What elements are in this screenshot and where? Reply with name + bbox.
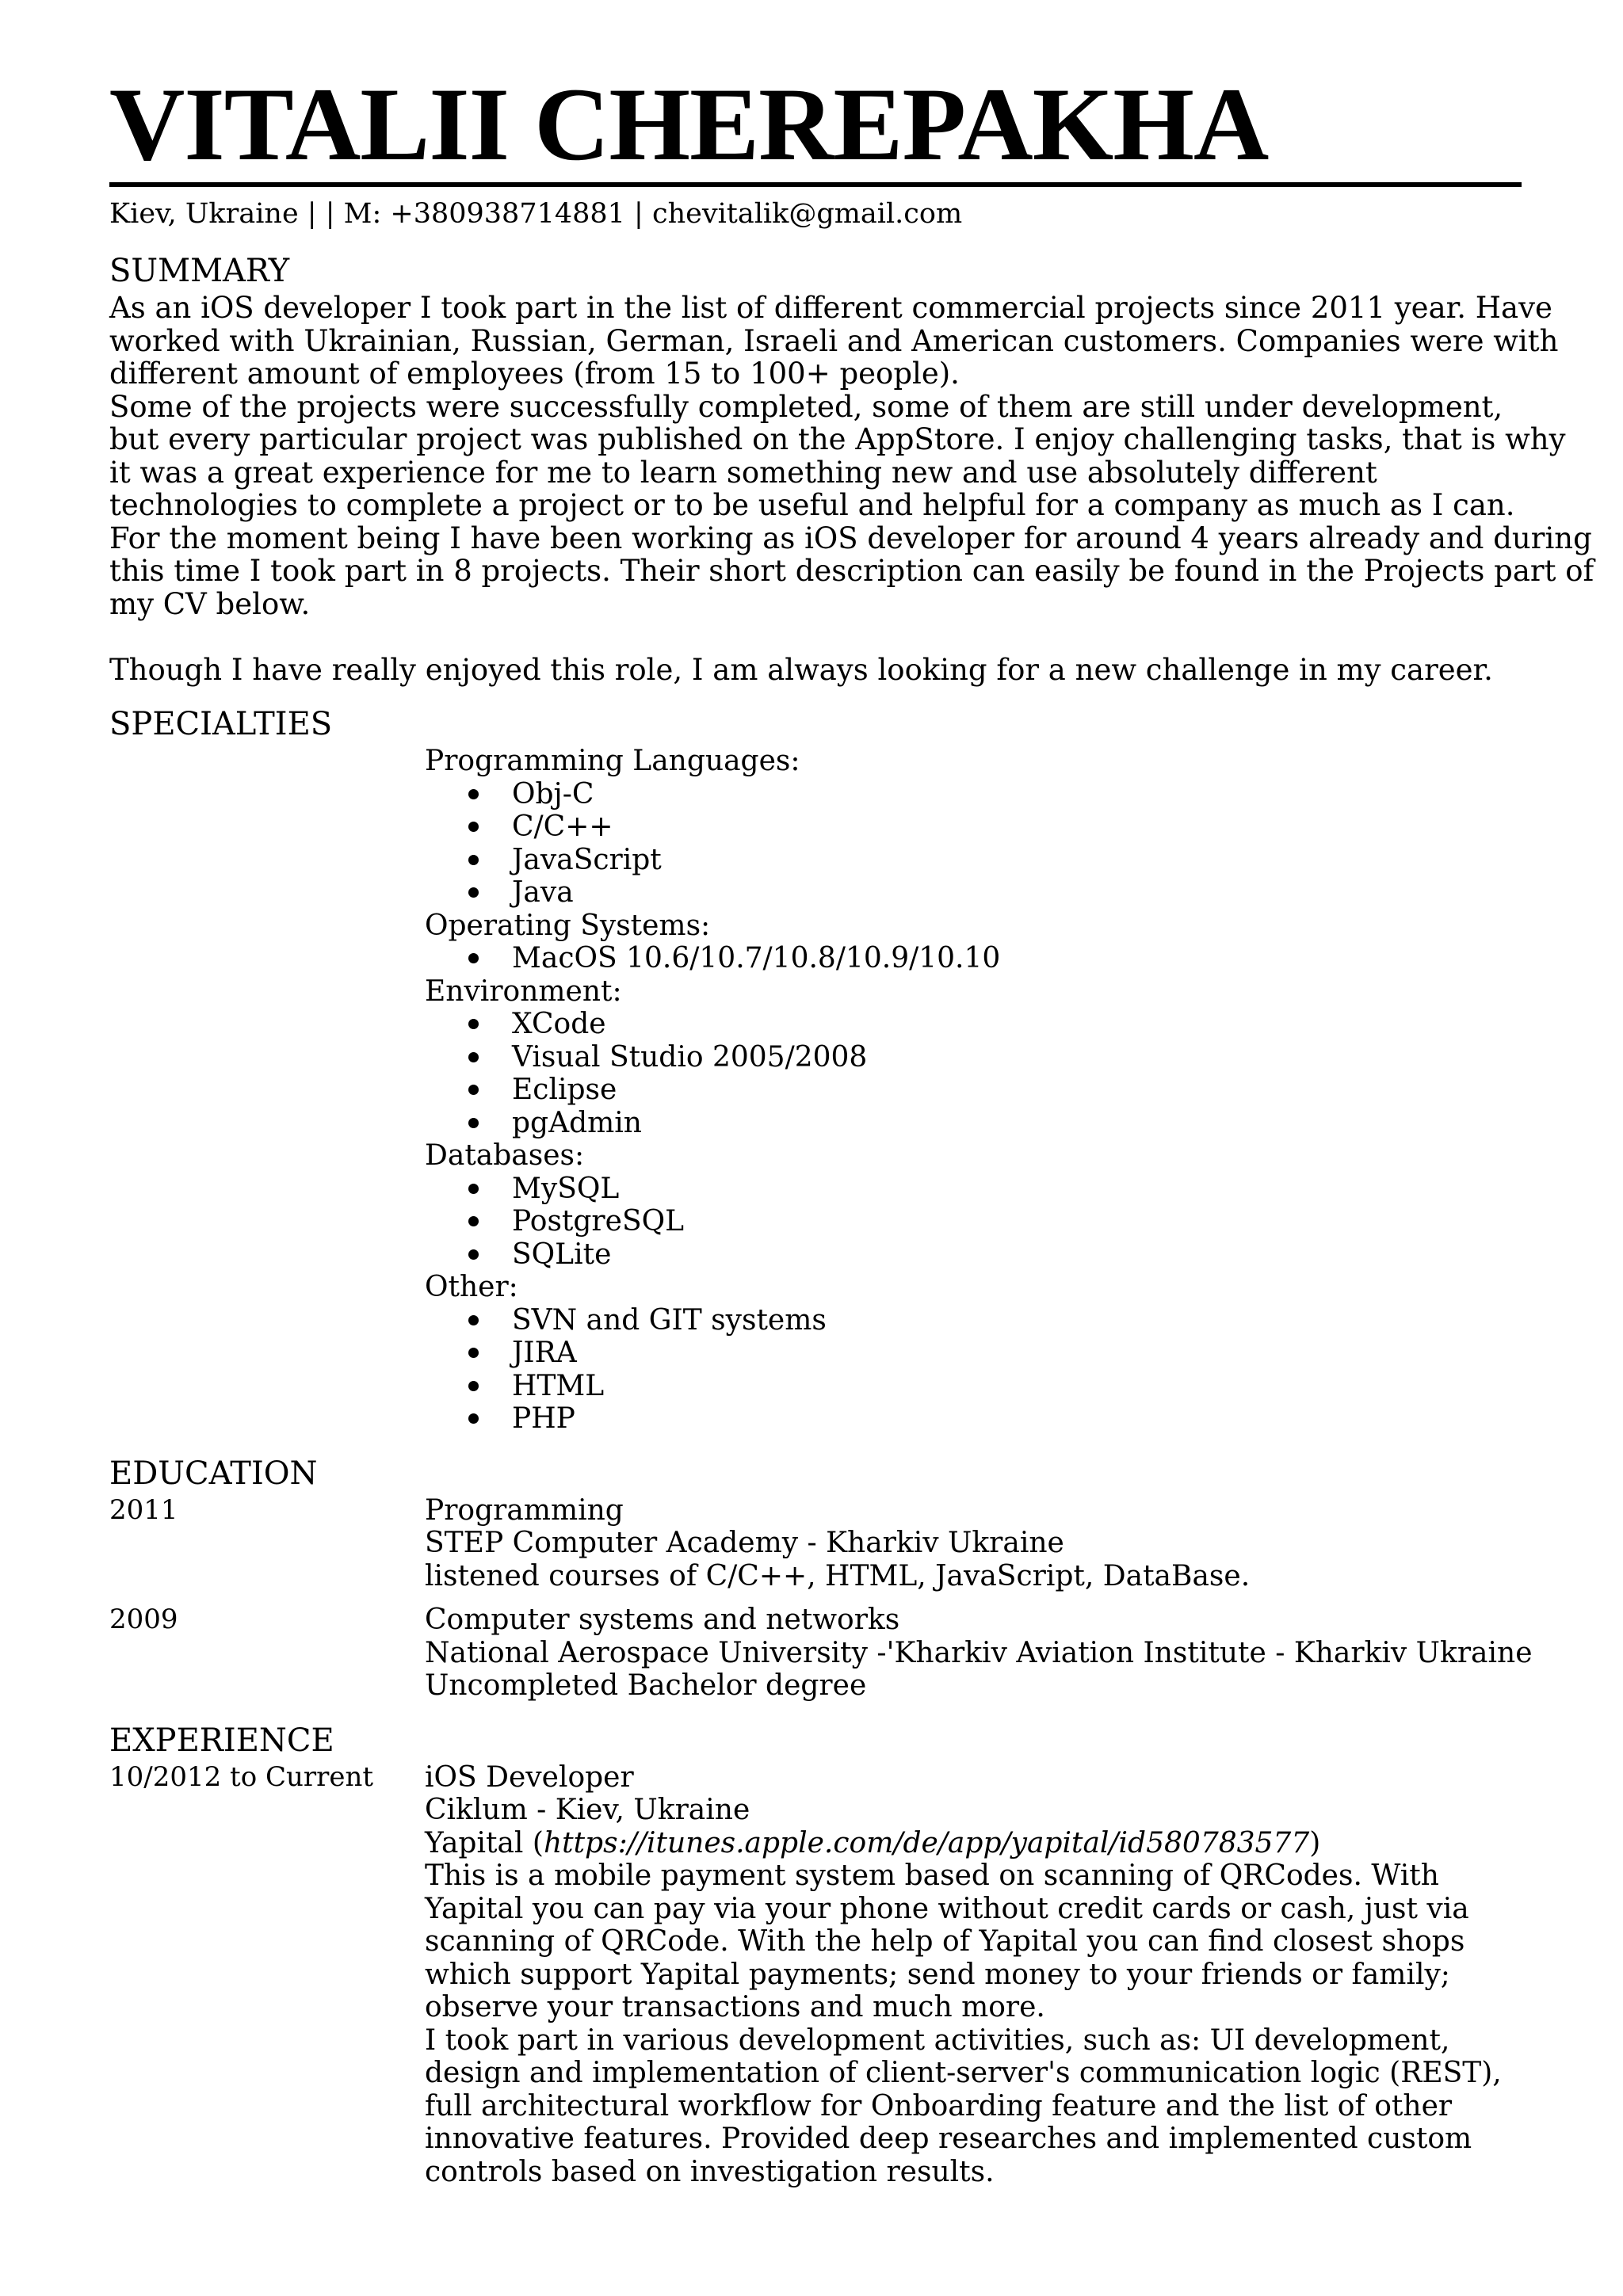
summary-title: SUMMARY xyxy=(109,253,290,289)
summary-line: Some of the projects were successfully completed, some of them are still under development, xyxy=(109,389,1503,424)
list-item xyxy=(425,844,1520,877)
list-item-text: PostgreSQL xyxy=(512,1205,685,1238)
summary-line: it was a great experience for me to learn something new and use absolutely different xyxy=(109,455,1377,490)
experience-line: full architectural workflow for Onboarding feature and the list of other xyxy=(425,2089,1453,2122)
experience-company: Ciklum - Kiev, Ukraine xyxy=(425,1794,750,1826)
bullet-icon xyxy=(468,887,479,898)
bullet-icon xyxy=(468,1216,479,1226)
experience-line: observe your transactions and much more. xyxy=(425,1991,1045,2023)
education-title: EDUCATION xyxy=(109,1455,318,1492)
list-item xyxy=(425,1402,1520,1436)
specialty-category: Operating Systems: xyxy=(425,909,711,942)
experience-period: 10/2012 to Current xyxy=(109,1760,374,1793)
summary-body xyxy=(109,291,1594,687)
summary-line: this time I took part in 8 projects. Their short description can easily be found in the Projects part of xyxy=(109,554,1594,588)
list-item-text: Eclipse xyxy=(512,1074,617,1106)
list-item xyxy=(425,1304,1520,1337)
list-item-text: Obj-C xyxy=(512,777,594,810)
specialties-body xyxy=(425,745,1520,1436)
bullet-icon xyxy=(468,1381,479,1391)
specialty-list xyxy=(425,1008,1520,1139)
bullet-icon xyxy=(468,1118,479,1128)
list-item-text: SQLite xyxy=(512,1238,612,1271)
education-line: National Aerospace University -'Kharkiv Aviation Institute - Kharkiv Ukraine xyxy=(425,1636,1533,1669)
bullet-icon xyxy=(468,1315,479,1325)
specialties-title: SPECIALTIES xyxy=(109,706,333,742)
project-close: ) xyxy=(1309,1826,1321,1859)
experience-line: Yapital you can pay via your phone without credit cards or cash, just via xyxy=(425,1892,1469,1925)
summary-closing: Though I have really enjoyed this role, I am always looking for a new challenge in my career. xyxy=(109,652,1493,687)
experience-line: design and implementation of client-server's communication logic (REST), xyxy=(425,2057,1502,2089)
resume-page xyxy=(109,66,1594,2188)
list-item-text: MySQL xyxy=(512,1172,620,1205)
experience-line: innovative features. Provided deep researches and implemented custom xyxy=(425,2122,1472,2155)
education-line: Programming xyxy=(425,1493,624,1527)
list-item xyxy=(425,778,1520,811)
summary-line: worked with Ukrainian, Russian, German, Israeli and American customers. Companies were with xyxy=(109,323,1559,358)
list-item-text: C/C++ xyxy=(512,810,613,843)
list-item-text: XCode xyxy=(512,1008,606,1040)
list-item xyxy=(425,942,1520,975)
experience-details xyxy=(425,1761,1520,2189)
list-item-text: MacOS 10.6/10.7/10.8/10.9/10.10 xyxy=(512,942,1001,974)
summary-line: technologies to complete a project or to be useful and helpful for a company as much as I can. xyxy=(109,488,1515,522)
bullet-icon xyxy=(468,1085,479,1095)
experience-role: iOS Developer xyxy=(425,1760,634,1794)
education-year: 2009 xyxy=(109,1604,178,1635)
contact-line: Kiev, Ukraine | | M: +380938714881 | chevitalik@gmail.com xyxy=(109,198,963,230)
list-item xyxy=(425,1337,1520,1370)
specialty-list xyxy=(425,778,1520,910)
list-item xyxy=(425,1205,1520,1238)
list-item xyxy=(425,1074,1520,1107)
education-year: 2011 xyxy=(109,1493,178,1526)
specialty-category: Programming Languages: xyxy=(425,745,800,777)
list-item xyxy=(425,1008,1520,1041)
bullet-icon xyxy=(468,1052,479,1062)
list-item xyxy=(425,1041,1520,1074)
list-item-text: JIRA xyxy=(512,1337,577,1369)
list-item-text: SVN and GIT systems xyxy=(512,1303,827,1337)
experience-section xyxy=(109,1720,1520,2189)
list-item-text: PHP xyxy=(512,1402,575,1435)
experience-line: This is a mobile payment system based on scanning of QRCodes. With xyxy=(425,1859,1439,1892)
list-item-text: Visual Studio 2005/2008 xyxy=(512,1040,868,1074)
bullet-icon xyxy=(468,1249,479,1260)
experience-entry xyxy=(109,1761,1520,2189)
bullet-icon xyxy=(468,1348,479,1358)
summary-section xyxy=(109,250,1594,687)
bullet-icon xyxy=(468,855,479,865)
education-line: Uncompleted Bachelor degree xyxy=(425,1669,867,1702)
specialty-list xyxy=(425,1304,1520,1436)
education-section xyxy=(109,1453,1533,1703)
summary-line: but every particular project was published on the AppStore. I enjoy challenging tasks, that is why xyxy=(109,422,1566,456)
experience-line: which support Yapital payments; send money to your friends or family; xyxy=(425,1958,1450,1991)
specialty-list xyxy=(425,942,1520,975)
education-line: STEP Computer Academy - Kharkiv Ukraine xyxy=(425,1527,1064,1559)
education-details xyxy=(425,1604,1533,1703)
list-item xyxy=(425,1238,1520,1272)
specialties-section xyxy=(109,704,1520,1436)
bullet-icon xyxy=(468,1413,479,1424)
specialty-category: Environment: xyxy=(425,974,622,1008)
experience-line: controls based on investigation results. xyxy=(425,2155,995,2188)
specialty-category: Other: xyxy=(425,1271,518,1303)
education-entry xyxy=(109,1494,1520,1593)
list-item xyxy=(425,876,1520,910)
experience-line: I took part in various development activities, such as: UI development, xyxy=(425,2023,1450,2057)
project-link[interactable]: https://itunes.apple.com/de/app/yapital/id580783577 xyxy=(543,1826,1310,1859)
list-item-text: HTML xyxy=(512,1369,605,1402)
bullet-icon xyxy=(468,953,479,963)
list-item-text: Java xyxy=(512,876,574,909)
experience-title: EXPERIENCE xyxy=(109,1722,334,1759)
list-item-text: pgAdmin xyxy=(512,1106,642,1139)
summary-spacer xyxy=(109,620,1520,654)
candidate-name: VITALII CHEREPAKHA xyxy=(109,66,1269,182)
list-item xyxy=(425,810,1520,844)
specialty-category: Databases: xyxy=(425,1139,585,1172)
list-item xyxy=(425,1173,1520,1206)
bullet-icon xyxy=(468,1184,479,1194)
bullet-icon xyxy=(468,822,479,832)
experience-project xyxy=(425,1827,1520,1860)
summary-line: For the moment being I have been working as iOS developer for around 4 years already and during xyxy=(109,521,1592,555)
education-details xyxy=(425,1494,1520,1593)
list-item-text: JavaScript xyxy=(512,843,662,876)
bullet-icon xyxy=(468,1019,479,1029)
experience-line: scanning of QRCode. With the help of Yapital you can find closest shops xyxy=(425,1925,1465,1958)
project-name: Yapital ( xyxy=(425,1826,544,1859)
summary-line: my CV below. xyxy=(109,586,311,621)
summary-line: different amount of employees (from 15 to 100+ people). xyxy=(109,357,960,391)
education-entry xyxy=(109,1604,1533,1703)
list-item xyxy=(425,1370,1520,1403)
header-rule xyxy=(109,182,1522,187)
bullet-icon xyxy=(468,789,479,799)
list-item xyxy=(425,1107,1520,1140)
education-line: listened courses of C/C++, HTML, JavaScript, DataBase. xyxy=(425,1559,1251,1592)
education-line: Computer systems and networks xyxy=(425,1604,900,1636)
specialty-list xyxy=(425,1173,1520,1272)
summary-line: As an iOS developer I took part in the list of different commercial projects since 2011 year. Have xyxy=(109,291,1552,325)
